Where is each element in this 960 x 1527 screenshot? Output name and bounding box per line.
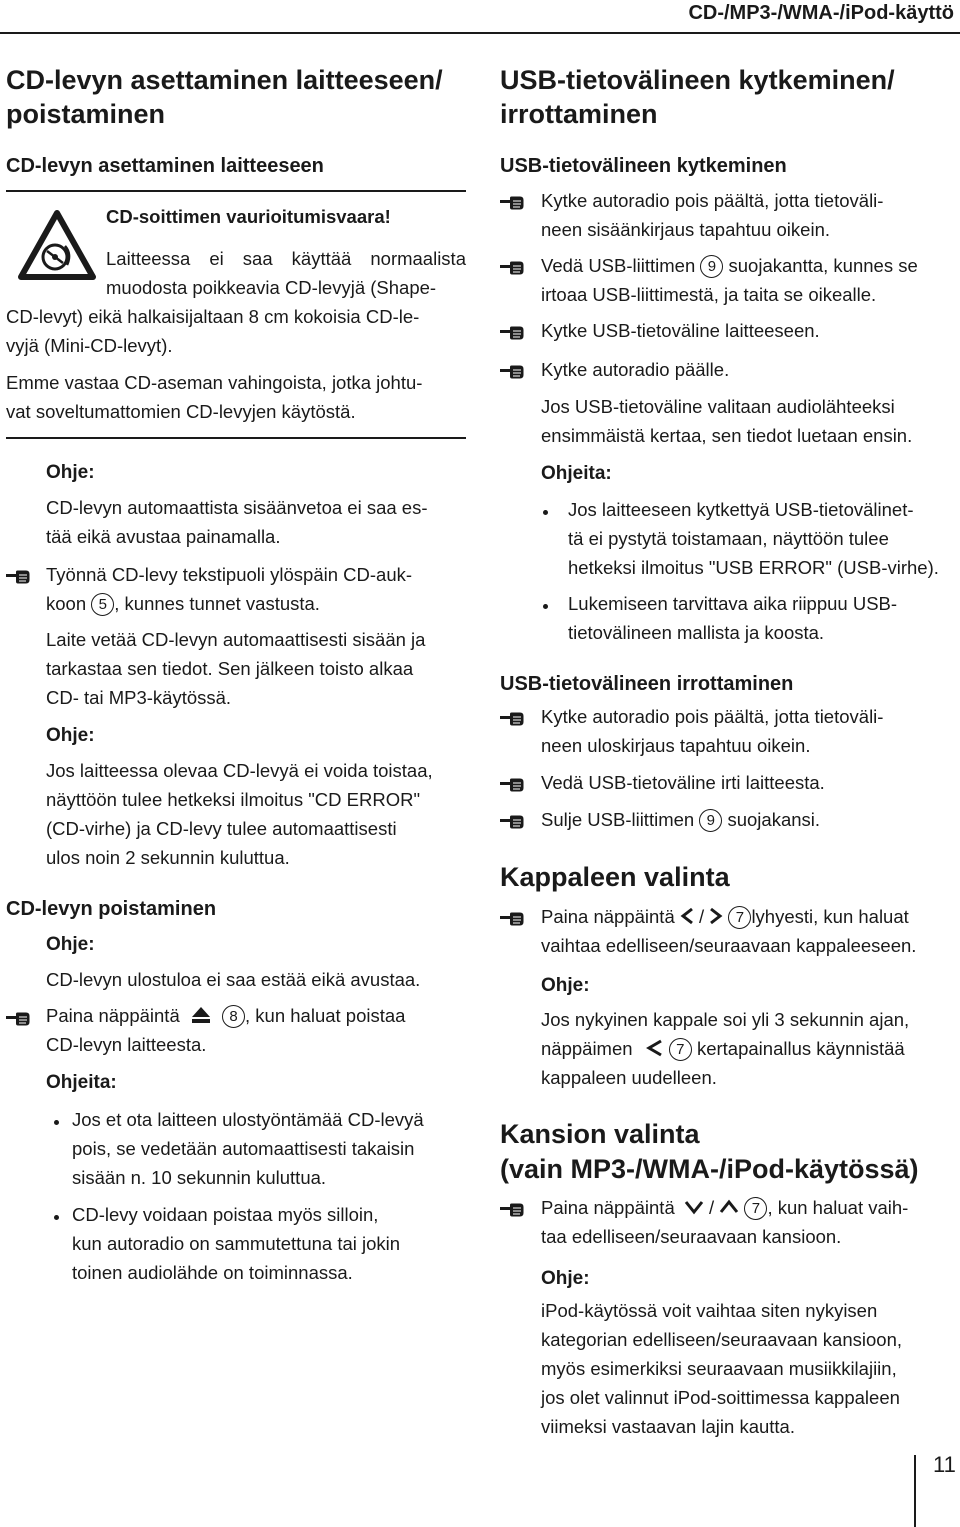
tip-text: tietovälineen mallista ja koosta. xyxy=(568,622,825,643)
step-text: neen sisäänkirjaus tapahtuu oikein. xyxy=(541,219,830,240)
arrow-up-icon xyxy=(719,1199,739,1215)
note-text: CD-levyn ulostuloa ei saa estää eikä avustaa. xyxy=(46,969,421,990)
note-text: ulos noin 2 sekunnin kuluttua. xyxy=(46,847,290,868)
note-text: Jos nykyinen kappale soi yli 3 sekunnin ajan, xyxy=(541,1009,910,1030)
step-text: CD-levyn laitteesta. xyxy=(46,1034,207,1055)
note-label: Ohje: xyxy=(46,934,95,955)
arrow-down-icon xyxy=(684,1199,704,1215)
tip-text: pois, se vedetään automaattisesti takaisin xyxy=(72,1138,415,1159)
subheading-cd-remove: CD-levyn poistaminen xyxy=(6,898,217,920)
pointing-hand-icon xyxy=(500,261,524,275)
warning-text-6: vat soveltumattomien CD-levyjen käytöstä. xyxy=(6,401,356,422)
note-text: jos olet valinnut iPod-soittimessa kappaleen xyxy=(541,1387,900,1408)
pointing-hand-icon xyxy=(500,712,524,726)
heading-folder-selection-2: (vain MP3-/WMA-/iPod-käytössä) xyxy=(500,1154,919,1184)
paragraph-text: tarkastaa sen tiedot. Sen jälkeen toisto alkaa xyxy=(46,658,414,679)
note-label: Ohje: xyxy=(541,1268,590,1289)
note-text: näyttöön tulee hetkeksi ilmoitus "CD ERROR" xyxy=(46,789,421,810)
ref-number-9: 9 xyxy=(699,809,722,832)
step-text: Kytke USB-tietoväline laitteeseen. xyxy=(541,320,820,341)
pointing-hand-icon xyxy=(500,196,524,210)
heading-cd-insert-remove: CD-levyn asettaminen laitteeseen/ xyxy=(6,65,443,95)
tip-text: Jos laitteeseen kytkettyä USB-tietovälinet- xyxy=(568,499,914,520)
warning-text-5: Emme vastaa CD-aseman vahingoista, jotka johtu- xyxy=(6,372,423,393)
pointing-hand-icon xyxy=(500,912,524,926)
step-text: irtoaa USB-liittimestä, ja taita se oikealle. xyxy=(541,284,877,305)
eject-icon xyxy=(191,1006,211,1024)
note-text: kappaleen uudelleen. xyxy=(541,1067,717,1088)
bullet xyxy=(543,604,548,609)
step-text: Sulje USB-liittimen 9 suojakansi. xyxy=(541,809,821,830)
pointing-hand-icon xyxy=(500,326,524,340)
note-text: (CD-virhe) ja CD-levy tulee automaattisesti xyxy=(46,818,397,839)
tip-text: hetkeksi ilmoitus "USB ERROR" (USB-virhe). xyxy=(568,557,939,578)
step-text: Paina näppäintä 8 , kun haluat poistaa xyxy=(46,1005,406,1026)
note-text: CD-levyn automaattista sisäänvetoa ei saa es- xyxy=(46,497,428,518)
section-title: CD-/MP3-/WMA-/iPod-käyttö xyxy=(688,2,954,24)
paragraph-text: Laite vetää CD-levyn automaattisesti sisään ja xyxy=(46,629,426,650)
subheading-usb-remove: USB-tietovälineen irrottaminen xyxy=(500,673,794,695)
tip-text: CD-levy voidaan poistaa myös silloin, xyxy=(72,1204,379,1225)
warning-title: CD-soittimen vaurioitumisvaara! xyxy=(106,206,391,227)
pointing-hand-icon xyxy=(500,778,524,792)
step-text: Työnnä CD-levy tekstipuoli ylöspäin CD-auk- xyxy=(46,564,413,585)
heading-track-selection: Kappaleen valinta xyxy=(500,862,730,892)
pointing-hand-icon xyxy=(500,1203,524,1217)
step-text: Paina näppäintä / 7 , kun haluat vaih- xyxy=(541,1197,909,1218)
step-text: Vedä USB-liittimen 9 suojakantta, kunnes se xyxy=(541,255,918,276)
tip-text: kun autoradio on sammutettuna tai jokin xyxy=(72,1233,401,1254)
pointing-hand-icon xyxy=(500,365,524,379)
note-text: myös esimerkiksi seuraavaan musiikkilajiin, xyxy=(541,1358,897,1379)
warning-text-4: vyjä (Mini-CD-levyt). xyxy=(6,335,173,356)
note-text: iPod-käytössä voit vaihtaa siten nykyisen xyxy=(541,1300,878,1321)
warning-text-2: muodosta poikkeavia CD-levyjä (Shape- xyxy=(106,277,437,298)
header-divider xyxy=(0,32,960,34)
pointing-hand-icon xyxy=(500,815,524,829)
note-text: tää eikä avustaa painamalla. xyxy=(46,526,281,547)
note-label: Ohje: xyxy=(46,725,95,746)
tips-label: Ohjeita: xyxy=(46,1072,117,1093)
pointing-hand-icon xyxy=(6,1012,30,1026)
step-text: Paina näppäintä / 7 lyhyesti, kun haluat xyxy=(541,906,909,927)
heading-usb-connect-disconnect-2: irrottaminen xyxy=(500,99,658,129)
bullet xyxy=(543,510,548,515)
step-text: vaihtaa edelliseen/seuraavaan kappaleeseen. xyxy=(541,935,917,956)
step-text: koon 5 , kunnes tunnet vastusta. xyxy=(46,593,320,614)
note-text: Jos laitteessa olevaa CD-levyä ei voida toistaa, xyxy=(46,760,433,781)
ref-number-7: 7 xyxy=(744,1197,767,1220)
tips-label: Ohjeita: xyxy=(541,463,612,484)
warning-top-rule xyxy=(6,190,466,192)
tip-text: Jos et ota laitteen ulostyöntämää CD-levyä xyxy=(72,1109,424,1130)
step-text: Kytke autoradio pois päältä, jotta tietoväli- xyxy=(541,190,884,211)
step-text: neen uloskirjaus tapahtuu oikein. xyxy=(541,735,811,756)
note-text: viimeksi vastaavan lajin kautta. xyxy=(541,1416,795,1437)
warning-bottom-rule xyxy=(6,437,466,439)
paragraph-text: CD- tai MP3-käytössä. xyxy=(46,687,232,708)
heading-folder-selection: Kansion valinta xyxy=(500,1119,700,1149)
ref-number-8: 8 xyxy=(222,1005,245,1028)
tip-text: tä ei pystytä toistamaan, näyttöön tulee xyxy=(568,528,889,549)
tip-text: toinen audiolähde on toiminnassa. xyxy=(72,1262,353,1283)
warning-text-3: CD-levyt) eikä halkaisijaltaan 8 cm kokoisia CD-le- xyxy=(6,306,420,327)
note-label: Ohje: xyxy=(541,975,590,996)
ref-number-7: 7 xyxy=(728,906,751,929)
arrow-left-icon xyxy=(644,1039,664,1057)
arrow-right-icon xyxy=(709,907,723,925)
warning-text-1: Laitteessa ei saa käyttää normaalista xyxy=(106,248,466,269)
heading-usb-connect-disconnect: USB-tietovälineen kytkeminen/ xyxy=(500,65,895,95)
page-number: 11 xyxy=(933,1452,956,1477)
step-text: Vedä USB-tietoväline irti laitteesta. xyxy=(541,772,825,793)
arrow-left-icon xyxy=(680,907,694,925)
note-label: Ohje: xyxy=(46,462,95,483)
tip-text: sisään n. 10 sekunnin kuluttua. xyxy=(72,1167,327,1188)
step-text: Kytke autoradio pois päältä, jotta tietoväli- xyxy=(541,706,884,727)
paragraph-text: Jos USB-tietoväline valitaan audiolähteeksi xyxy=(541,396,895,417)
note-text: kategorian edelliseen/seuraavaan kansioon, xyxy=(541,1329,903,1350)
warning-cd-icon xyxy=(18,210,96,280)
subheading-usb-connect: USB-tietovälineen kytkeminen xyxy=(500,155,787,177)
paragraph-text: ensimmäistä kertaa, sen tiedot luetaan ensin. xyxy=(541,425,913,446)
note-text: näppäimen 7 kertapainallus käynnistää xyxy=(541,1038,905,1059)
bullet xyxy=(54,1215,59,1220)
tip-text: Lukemiseen tarvittava aika riippuu USB- xyxy=(568,593,898,614)
ref-number-9: 9 xyxy=(700,255,723,278)
ref-number-5: 5 xyxy=(91,593,114,616)
step-text: taa edelliseen/seuraavaan kansioon. xyxy=(541,1226,842,1247)
ref-number-7: 7 xyxy=(669,1038,692,1061)
bullet xyxy=(54,1120,59,1125)
heading-cd-insert-remove-2: poistaminen xyxy=(6,99,166,129)
subheading-cd-insert: CD-levyn asettaminen laitteeseen xyxy=(6,155,324,177)
step-text: Kytke autoradio päälle. xyxy=(541,359,730,380)
pointing-hand-icon xyxy=(6,570,30,584)
page-number-divider xyxy=(914,1455,916,1527)
